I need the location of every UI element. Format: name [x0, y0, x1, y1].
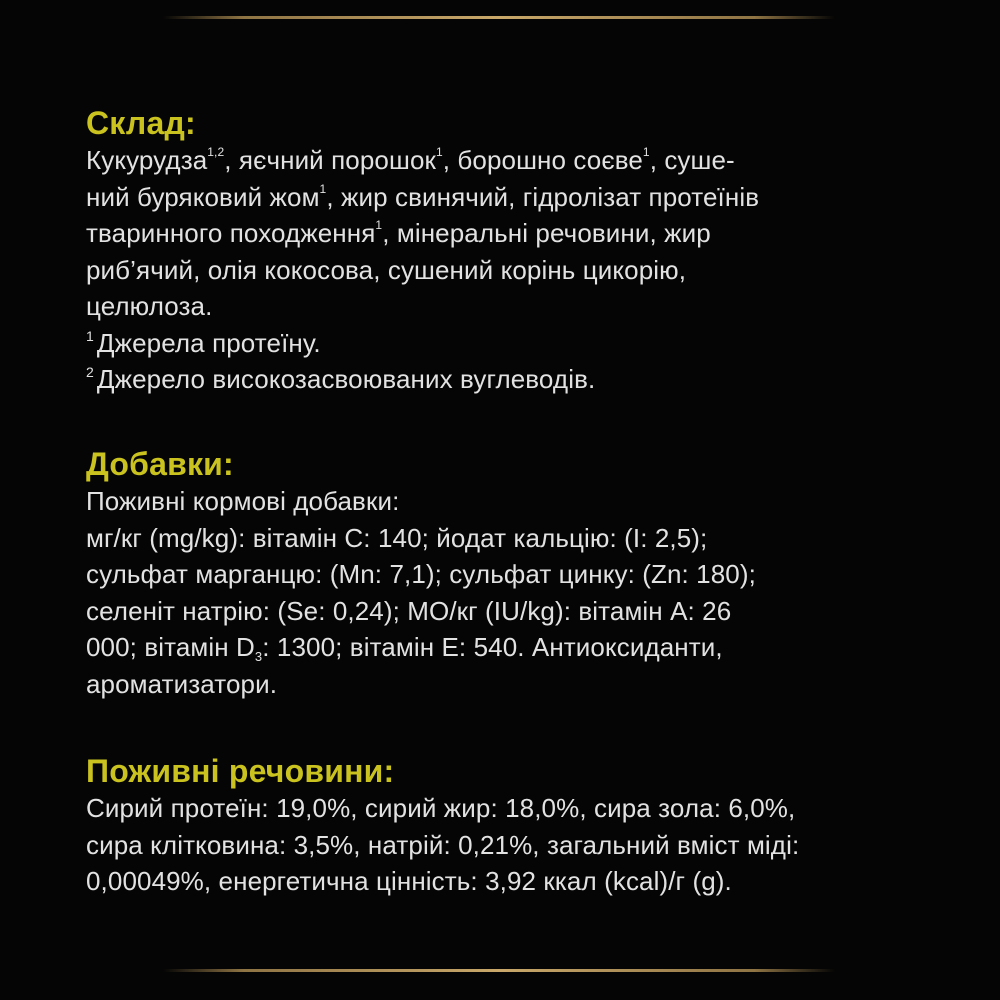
- additives-line: селеніт натрію: (Se: 0,24); МО/кг (IU/kg): вітамін A: 26: [86, 595, 732, 626]
- footnote-protein-sources: $^1$ Джерела протеїну.: [86, 327, 321, 358]
- composition-section: [86, 104, 946, 398]
- composition-line: Кукурудза$^{1,2}$, яєчний порошок$^1$, борошно соєве$^1$, суше-: [86, 145, 735, 175]
- composition-line: ний буряковий жом$^1$, жир свинячий, гідролізат протеїнів: [86, 181, 760, 212]
- additives-heading: Добавки:: [86, 446, 234, 482]
- footnote-mark: 2: [86, 364, 94, 380]
- footnote-ref: 1: [375, 218, 383, 232]
- footnote-mark: 1: [86, 327, 94, 344]
- additives-line: 000; вітамін $D_3$: 1300; вітамін E: 540. Антиоксиданти,: [86, 632, 723, 664]
- nutrients-line: сира клітковина: 3,5%, натрій: 0,21%, загальний вміст міді:: [86, 829, 800, 860]
- nutrients-section: [86, 752, 946, 900]
- additives-section: [86, 445, 946, 702]
- composition-line: риб’ячий, олія кокосова, сушений корінь цикорію,: [86, 254, 687, 285]
- nutrients-heading: Поживні речовини:: [86, 753, 395, 789]
- footnote-ref: 1,2: [207, 145, 225, 159]
- footnote-ref: 1: [642, 145, 650, 159]
- nutrients-line: 0,00049%, енергетична цінність: 3,92 ккал (kcal)/г (g).: [86, 866, 732, 896]
- composition-line: целюлоза.: [86, 291, 213, 321]
- additives-line: мг/кг (mg/kg): вітамін C: 140; йодат кальцію: (I: 2,5);: [86, 522, 708, 553]
- footnote-ref: 1: [319, 181, 327, 196]
- composition-line: тваринного походження$^1$, мінеральні речовини, жир: [86, 218, 711, 248]
- footnote-carb-sources: $^2$ Джерело високозасвоюваних вуглеводів.: [86, 364, 596, 394]
- bottom-gold-divider: [163, 969, 835, 972]
- additives-line: ароматизатори.: [86, 668, 278, 699]
- top-gold-divider: [163, 16, 835, 19]
- composition-heading: Склад:: [86, 105, 196, 141]
- additives-line: Поживні кормові добавки:: [86, 486, 400, 516]
- additives-line: сульфат марганцю: (Mn: 7,1); сульфат цинку: (Zn: 180);: [86, 559, 756, 589]
- nutrients-line: Сирий протеїн: 19,0%, сирий жир: 18,0%, сира зола: 6,0%,: [86, 793, 796, 823]
- footnote-ref: 1: [436, 145, 443, 159]
- subscript-3: 3: [254, 649, 263, 664]
